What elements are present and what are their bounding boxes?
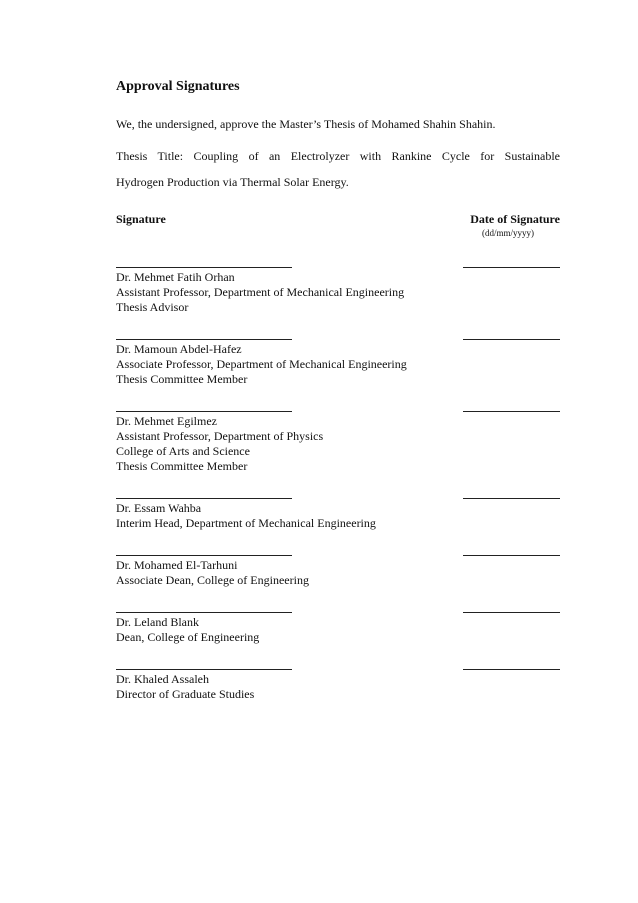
signer-role-line: Director of Graduate Studies [116,687,255,701]
date-format-hint: (dd/mm/yyyy) [482,228,534,238]
signer-role-line: Associate Professor, Department of Mechanical Engineering [116,357,407,371]
date-signature-line [463,604,560,613]
signer-block [116,259,560,315]
signer-role-line: College of Arts and Science [116,444,250,458]
signer-name: Dr. Mamoun Abdel-Hafez [116,342,242,356]
thesis-title-line-1: Thesis Title: Coupling of an Electrolyzer with Rankine Cycle for Sustainable [116,149,560,163]
approval-statement: We, the undersigned, approve the Master’s Thesis of Mohamed Shahin Shahin. [116,117,496,131]
signature-line [116,490,292,499]
signer-role-line: Associate Dean, College of Engineering [116,573,309,587]
date-signature-line [463,661,560,670]
signer-block [116,661,560,702]
signer-name: Dr. Mehmet Fatih Orhan [116,270,235,284]
signature-table-header [116,211,560,259]
date-signature-line [463,490,560,499]
signer-role-line: Dean, College of Engineering [116,630,260,644]
signer-role-line: Assistant Professor, Department of Physics [116,429,324,443]
signer-name: Dr. Leland Blank [116,615,199,629]
signers-list [116,259,560,702]
signer-role-line: Assistant Professor, Department of Mechanical Engineering [116,285,405,299]
signature-line [116,661,292,670]
thesis-title [116,143,560,195]
date-signature-line [463,547,560,556]
signer-role-line: Interim Head, Department of Mechanical Engineering [116,516,376,530]
signer-block [116,403,560,474]
signature-line [116,259,292,268]
signer-name: Dr. Essam Wahba [116,501,202,515]
signer-name: Dr. Khaled Assaleh [116,672,209,686]
signature-column-header: Signature [116,212,166,226]
date-signature-line [463,403,560,412]
date-signature-line [463,259,560,268]
signer-block [116,490,560,531]
signature-line [116,403,292,412]
signer-role-line: Thesis Committee Member [116,372,248,386]
thesis-title-line-2: Hydrogen Production via Thermal Solar Energy. [116,175,349,189]
signature-line [116,547,292,556]
date-column-header: Date of Signature [470,212,560,226]
signer-name: Dr. Mehmet Egilmez [116,414,217,428]
signer-block [116,604,560,645]
signer-block [116,331,560,387]
approval-page [116,78,560,702]
signature-line [116,331,292,340]
signer-block [116,547,560,588]
date-signature-line [463,331,560,340]
page-title: Approval Signatures [116,79,240,94]
signer-role-line: Thesis Advisor [116,300,189,314]
signature-line [116,604,292,613]
signer-name: Dr. Mohamed El-Tarhuni [116,558,238,572]
signer-role-line: Thesis Committee Member [116,459,248,473]
